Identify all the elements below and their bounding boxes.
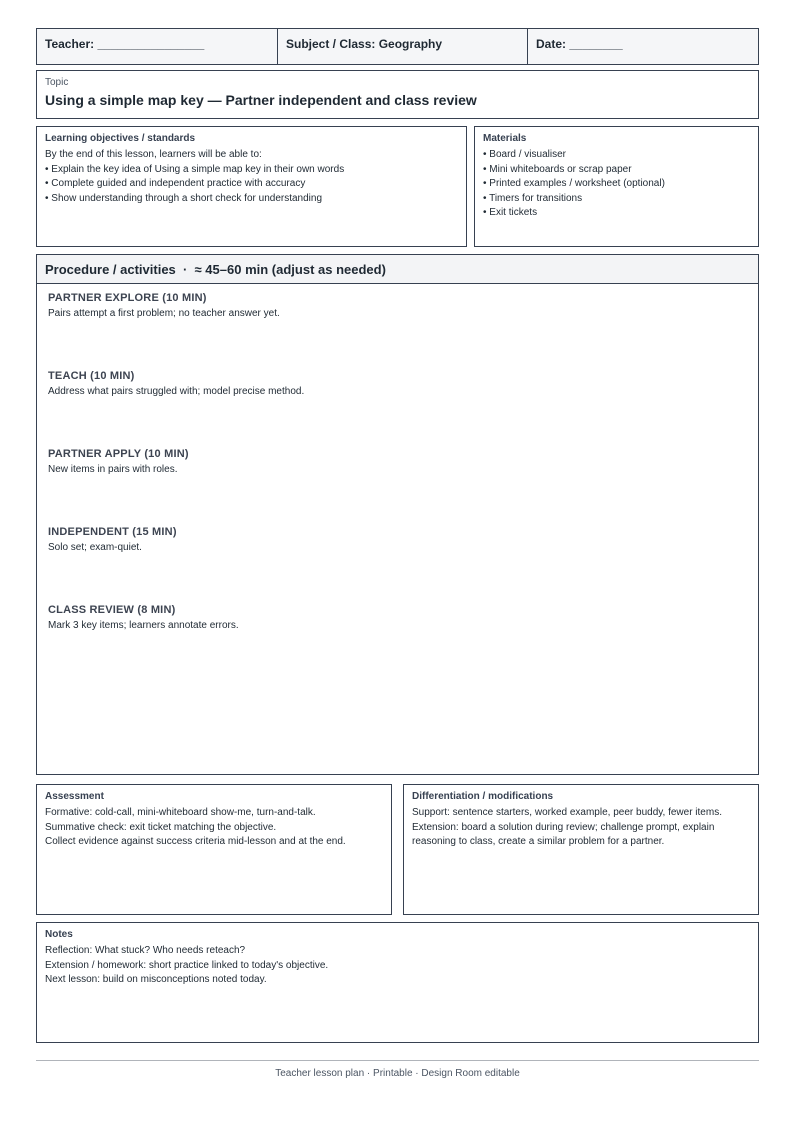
differentiation-line: reasoning to class, create a similar problem for a partner.	[412, 836, 665, 848]
differentiation-section	[403, 784, 759, 915]
objective-line: • Show understanding through a short check for understanding	[45, 192, 323, 204]
differentiation-text[interactable]	[412, 806, 750, 850]
notes-section	[36, 922, 759, 1043]
material-item: • Timers for transitions	[483, 192, 583, 204]
materials-list[interactable]	[483, 148, 750, 221]
objectives-section	[36, 126, 467, 247]
step-description: Solo set; exam-quiet.	[48, 542, 142, 553]
notes-line: Next lesson: build on misconceptions noted today.	[45, 974, 267, 986]
objectives-list[interactable]	[45, 148, 458, 206]
material-item: • Board / visualiser	[483, 149, 566, 160]
step-title: CLASS REVIEW (8 MIN)	[48, 604, 176, 616]
notes-text[interactable]	[45, 944, 750, 988]
subject-class-field[interactable]: Subject / Class: Geography	[277, 29, 527, 64]
differentiation-line: Support: sentence starters, worked example, peer buddy, fewer items.	[412, 807, 722, 818]
assessment-line: Collect evidence against success criteria mid-lesson and at the end.	[45, 836, 346, 848]
material-item: • Mini whiteboards or scrap paper	[483, 163, 632, 175]
topic-title[interactable]: Using a simple map key — Partner independent and class review	[45, 92, 477, 108]
objectives-label: Learning objectives / standards	[45, 133, 196, 144]
objective-line: By the end of this lesson, learners will be able to:	[45, 149, 262, 160]
notes-label: Notes	[45, 929, 73, 940]
differentiation-label: Differentiation / modifications	[412, 791, 554, 802]
step-description: New items in pairs with roles.	[48, 464, 178, 475]
step-description: Mark 3 key items; learners annotate errors.	[48, 620, 239, 631]
procedure-step[interactable]	[48, 526, 177, 553]
date-field[interactable]: Date: ________	[527, 29, 758, 64]
step-title: INDEPENDENT (15 MIN)	[48, 526, 177, 538]
notes-line: Reflection: What stuck? Who needs reteach?	[45, 945, 246, 956]
assessment-line: Formative: cold-call, mini-whiteboard show-me, turn-and-talk.	[45, 807, 316, 818]
step-title: TEACH (10 MIN)	[48, 370, 135, 382]
step-description: Address what pairs struggled with; model precise method.	[48, 386, 305, 397]
materials-label: Materials	[483, 133, 527, 144]
step-title: PARTNER APPLY (10 MIN)	[48, 448, 189, 460]
notes-line: Extension / homework: short practice linked to today's objective.	[45, 959, 329, 971]
objective-line: • Explain the key idea of Using a simple map key in their own words	[45, 163, 345, 175]
topic-section	[36, 70, 759, 119]
header-row	[36, 28, 759, 65]
material-item: • Exit tickets	[483, 207, 538, 219]
assessment-label: Assessment	[45, 791, 104, 802]
material-item: • Printed examples / worksheet (optional)	[483, 178, 665, 190]
assessment-text[interactable]	[45, 806, 383, 850]
step-title: PARTNER EXPLORE (10 MIN)	[48, 292, 207, 304]
procedure-step[interactable]	[48, 292, 280, 319]
procedure-step[interactable]	[48, 448, 189, 475]
topic-label: Topic	[45, 77, 69, 88]
procedure-heading: Procedure / activities · ≈ 45–60 min (adjust as needed)	[37, 255, 758, 284]
objective-line: • Complete guided and independent practice with accuracy	[45, 178, 306, 190]
page-footer: Teacher lesson plan · Printable · Design Room editable	[275, 1068, 520, 1079]
step-description: Pairs attempt a first problem; no teacher answer yet.	[48, 308, 280, 319]
materials-section	[474, 126, 759, 247]
teacher-field[interactable]: Teacher: ________________	[45, 37, 205, 51]
differentiation-line: Extension: board a solution during review; challenge prompt, explain	[412, 821, 715, 833]
procedure-section	[36, 254, 759, 775]
assessment-line: Summative check: exit ticket matching the objective.	[45, 821, 277, 833]
assessment-section	[36, 784, 392, 915]
procedure-step[interactable]	[48, 604, 239, 631]
footer-divider	[36, 1060, 759, 1061]
procedure-step[interactable]	[48, 370, 304, 397]
